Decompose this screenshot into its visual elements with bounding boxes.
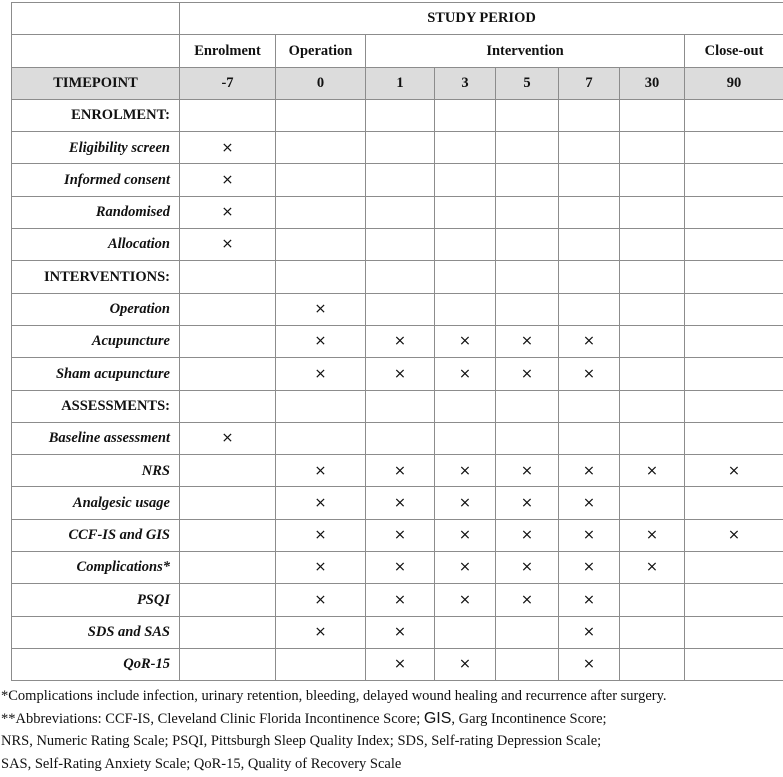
empty-cell: [435, 164, 496, 196]
empty-cell: [620, 132, 685, 164]
footnote-complications: *Complications include infection, urinary retention, bleeding, delayed wound healing and recurrence after surgery.: [1, 688, 667, 704]
schedule-mark: ×: [180, 196, 276, 228]
empty-cell: [559, 132, 620, 164]
schedule-mark: ×: [496, 552, 559, 584]
schedule-mark: ×: [366, 616, 435, 648]
empty-cell: [276, 422, 366, 454]
row-label: Operation: [12, 293, 180, 325]
schedule-mark: ×: [435, 519, 496, 551]
empty-cell: [559, 390, 620, 422]
empty-cell: [435, 261, 496, 293]
table-row: [12, 132, 783, 164]
empty-cell: [276, 229, 366, 261]
schedule-mark: ×: [366, 487, 435, 519]
table-row: [12, 196, 783, 228]
table-row: [12, 616, 783, 648]
schedule-mark: ×: [435, 552, 496, 584]
schedule-mark: ×: [366, 455, 435, 487]
empty-cell: [620, 358, 685, 390]
empty-cell: [685, 358, 783, 390]
empty-cell: [685, 422, 783, 454]
empty-cell: [620, 293, 685, 325]
empty-cell: [435, 99, 496, 131]
footnote-text: , Garg Incontinence Score;: [451, 710, 607, 727]
timepoint-value: 30: [620, 67, 685, 99]
empty-cell: [180, 487, 276, 519]
table-row: [12, 552, 783, 584]
empty-cell: [276, 390, 366, 422]
table-row: [12, 487, 783, 519]
timepoint-value: 0: [276, 67, 366, 99]
table-row: [12, 164, 783, 196]
schedule-mark: ×: [620, 455, 685, 487]
empty-cell: [620, 229, 685, 261]
footnote-abbreviations: [1, 708, 783, 731]
row-label: Acupuncture: [12, 325, 180, 357]
schedule-mark: ×: [496, 358, 559, 390]
phase-row: [12, 35, 783, 67]
schedule-mark: ×: [685, 519, 783, 551]
empty-cell: [685, 390, 783, 422]
row-label: Informed consent: [12, 164, 180, 196]
schedule-mark: ×: [435, 487, 496, 519]
timepoint-value: 90: [685, 67, 783, 99]
section-title: INTERVENTIONS:: [12, 261, 180, 293]
row-label: Allocation: [12, 229, 180, 261]
schedule-mark: ×: [496, 519, 559, 551]
schedule-mark: ×: [685, 455, 783, 487]
empty-cell: [620, 196, 685, 228]
table-body: [12, 3, 783, 681]
empty-cell: [559, 99, 620, 131]
empty-cell: [366, 422, 435, 454]
study-period-row: [12, 3, 783, 35]
schedule-mark: ×: [276, 552, 366, 584]
empty-cell: [496, 390, 559, 422]
empty-cell: [276, 261, 366, 293]
empty-cell: [496, 229, 559, 261]
section-row: [12, 390, 783, 422]
empty-cell: [496, 132, 559, 164]
empty-cell: [620, 648, 685, 680]
schedule-mark: ×: [496, 325, 559, 357]
schedule-mark: ×: [620, 552, 685, 584]
table-row: [12, 648, 783, 680]
schedule-mark: ×: [496, 487, 559, 519]
timepoint-value: 5: [496, 67, 559, 99]
schedule-mark: ×: [276, 358, 366, 390]
empty-cell: [685, 261, 783, 293]
schedule-mark: ×: [276, 455, 366, 487]
empty-cell: [620, 584, 685, 616]
schedule-mark: ×: [276, 293, 366, 325]
empty-cell: [620, 422, 685, 454]
table-row: [12, 229, 783, 261]
footnote-abbreviations-2: NRS, Numeric Rating Scale; PSQI, Pittsburgh Sleep Quality Index; SDS, Self-rating Depression Scale;: [1, 733, 602, 749]
table-row: [12, 358, 783, 390]
empty-cell: [366, 164, 435, 196]
empty-cell: [620, 99, 685, 131]
row-label: Complications*: [12, 552, 180, 584]
empty-cell: [366, 229, 435, 261]
schedule-mark: ×: [276, 325, 366, 357]
schedule-mark: ×: [496, 455, 559, 487]
empty-cell: [276, 99, 366, 131]
schedule-mark: ×: [559, 455, 620, 487]
schedule-mark: ×: [180, 164, 276, 196]
empty-cell: [180, 261, 276, 293]
empty-cell: [620, 487, 685, 519]
empty-cell: [435, 390, 496, 422]
empty-cell: [435, 132, 496, 164]
empty-cell: [496, 99, 559, 131]
study-period-header: STUDY PERIOD: [180, 3, 783, 35]
schedule-mark: ×: [496, 584, 559, 616]
schedule-mark: ×: [180, 132, 276, 164]
empty-cell: [496, 196, 559, 228]
row-label: Eligibility screen: [12, 132, 180, 164]
empty-cell: [685, 293, 783, 325]
empty-cell: [685, 648, 783, 680]
timepoint-row: [12, 67, 783, 99]
row-label: PSQI: [12, 584, 180, 616]
schedule-mark: ×: [366, 552, 435, 584]
empty-cell: [180, 325, 276, 357]
empty-cell: [685, 99, 783, 131]
empty-cell: [685, 487, 783, 519]
timepoint-value: 7: [559, 67, 620, 99]
empty-cell: [559, 164, 620, 196]
footnote-gis: GIS: [423, 709, 452, 727]
empty-cell: [435, 229, 496, 261]
table-row: [12, 455, 783, 487]
empty-cell: [620, 390, 685, 422]
empty-cell: [685, 132, 783, 164]
row-label: NRS: [12, 455, 180, 487]
table-row: [12, 325, 783, 357]
schedule-mark: ×: [435, 584, 496, 616]
empty-cell: [276, 164, 366, 196]
schedule-mark: ×: [559, 325, 620, 357]
empty-cell: [366, 261, 435, 293]
empty-cell: [180, 293, 276, 325]
schedule-mark: ×: [276, 519, 366, 551]
empty-cell: [559, 261, 620, 293]
empty-cell: [685, 616, 783, 648]
row-label: Sham acupuncture: [12, 358, 180, 390]
empty-cell: [620, 616, 685, 648]
schedule-mark: ×: [366, 584, 435, 616]
schedule-mark: ×: [276, 584, 366, 616]
row-label: QoR-15: [12, 648, 180, 680]
schedule-mark: ×: [366, 519, 435, 551]
blank-cell: [12, 3, 180, 35]
empty-cell: [620, 164, 685, 196]
empty-cell: [366, 132, 435, 164]
empty-cell: [366, 293, 435, 325]
empty-cell: [559, 196, 620, 228]
empty-cell: [180, 616, 276, 648]
empty-cell: [685, 584, 783, 616]
empty-cell: [276, 132, 366, 164]
empty-cell: [366, 390, 435, 422]
empty-cell: [366, 196, 435, 228]
empty-cell: [685, 229, 783, 261]
schedule-mark: ×: [276, 487, 366, 519]
blank-cell: [12, 35, 180, 67]
empty-cell: [559, 293, 620, 325]
row-label: SDS and SAS: [12, 616, 180, 648]
row-label: CCF-IS and GIS: [12, 519, 180, 551]
row-label: Randomised: [12, 196, 180, 228]
empty-cell: [180, 99, 276, 131]
schedule-table: [11, 2, 783, 681]
empty-cell: [685, 164, 783, 196]
schedule-mark: ×: [559, 358, 620, 390]
schedule-mark: ×: [435, 358, 496, 390]
empty-cell: [180, 390, 276, 422]
empty-cell: [496, 293, 559, 325]
empty-cell: [559, 229, 620, 261]
section-row: [12, 261, 783, 293]
empty-cell: [496, 261, 559, 293]
empty-cell: [496, 164, 559, 196]
footnotes: [1, 685, 783, 775]
empty-cell: [276, 648, 366, 680]
schedule-mark: ×: [180, 422, 276, 454]
empty-cell: [180, 584, 276, 616]
schedule-mark: ×: [559, 616, 620, 648]
schedule-mark: ×: [435, 325, 496, 357]
empty-cell: [180, 519, 276, 551]
schedule-mark: ×: [180, 229, 276, 261]
phase-close-out: Close-out: [685, 35, 783, 67]
timepoint-value: 1: [366, 67, 435, 99]
empty-cell: [435, 422, 496, 454]
empty-cell: [435, 293, 496, 325]
phase-intervention: Intervention: [366, 35, 685, 67]
section-row: [12, 99, 783, 131]
empty-cell: [435, 196, 496, 228]
schedule-mark: ×: [559, 552, 620, 584]
schedule-mark: ×: [559, 487, 620, 519]
empty-cell: [559, 422, 620, 454]
empty-cell: [620, 261, 685, 293]
timepoint-label: TIMEPOINT: [12, 67, 180, 99]
empty-cell: [180, 455, 276, 487]
table-row: [12, 584, 783, 616]
phase-operation: Operation: [276, 35, 366, 67]
schedule-mark: ×: [435, 455, 496, 487]
row-label: Analgesic usage: [12, 487, 180, 519]
section-title: ENROLMENT:: [12, 99, 180, 131]
empty-cell: [496, 648, 559, 680]
schedule-mark: ×: [366, 648, 435, 680]
table-row: [12, 293, 783, 325]
schedule-mark: ×: [620, 519, 685, 551]
table-row: [12, 422, 783, 454]
empty-cell: [180, 358, 276, 390]
schedule-mark: ×: [559, 584, 620, 616]
schedule-mark: ×: [559, 519, 620, 551]
section-title: ASSESSMENTS:: [12, 390, 180, 422]
empty-cell: [276, 196, 366, 228]
schedule-mark: ×: [366, 358, 435, 390]
empty-cell: [685, 552, 783, 584]
empty-cell: [685, 325, 783, 357]
phase-enrolment: Enrolment: [180, 35, 276, 67]
empty-cell: [620, 325, 685, 357]
empty-cell: [496, 616, 559, 648]
row-label: Baseline assessment: [12, 422, 180, 454]
empty-cell: [180, 648, 276, 680]
empty-cell: [366, 99, 435, 131]
timepoint-value: -7: [180, 67, 276, 99]
schedule-mark: ×: [366, 325, 435, 357]
timepoint-value: 3: [435, 67, 496, 99]
empty-cell: [496, 422, 559, 454]
schedule-mark: ×: [435, 648, 496, 680]
table-row: [12, 519, 783, 551]
footnote-abbreviations-3: SAS, Self-Rating Anxiety Scale; QoR-15, Quality of Recovery Scale: [1, 755, 402, 772]
empty-cell: [180, 552, 276, 584]
empty-cell: [435, 616, 496, 648]
schedule-mark: ×: [559, 648, 620, 680]
empty-cell: [685, 196, 783, 228]
schedule-mark: ×: [276, 616, 366, 648]
footnote-text: **Abbreviations: CCF-IS, Cleveland Clinic Florida Incontinence Score;: [1, 710, 424, 727]
